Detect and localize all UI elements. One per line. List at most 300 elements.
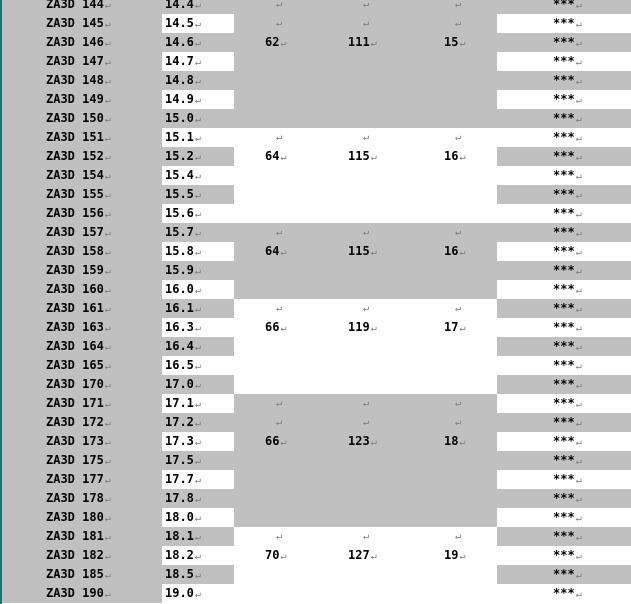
value-text: 16.5 — [165, 358, 194, 372]
model-text: ZA3D 185 — [46, 567, 104, 581]
model-text: ZA3D 165 — [46, 358, 104, 372]
paragraph-mark-icon: ↵ — [275, 531, 283, 542]
model-cell — [46, 52, 111, 71]
code-cell — [553, 280, 582, 299]
model-cell — [46, 71, 111, 90]
group-b-value — [348, 147, 377, 166]
paragraph-mark-icon: ↵ — [104, 95, 111, 106]
value-text: 17.0 — [165, 377, 194, 391]
paragraph-mark-icon: ↵ — [104, 475, 111, 486]
model-cell — [46, 394, 111, 413]
paragraph-mark-icon: ↵ — [104, 494, 111, 505]
group-c-value — [444, 432, 465, 451]
group-value-text: 123 — [348, 434, 370, 448]
paragraph-mark-icon: ↵ — [575, 209, 582, 220]
code-text: *** — [553, 301, 575, 315]
paragraph-mark-icon: ↵ — [104, 589, 111, 600]
value-text: 15.6 — [165, 206, 194, 220]
value-cell — [165, 432, 201, 451]
model-cell — [46, 0, 111, 14]
paragraph-mark-icon: ↵ — [459, 551, 466, 562]
code-text: *** — [553, 377, 575, 391]
code-text: *** — [553, 187, 575, 201]
value-cell — [165, 90, 201, 109]
code-cell — [553, 318, 582, 337]
value-text: 17.2 — [165, 415, 194, 429]
code-cell — [553, 508, 582, 527]
paragraph-mark-icon: ↵ — [575, 304, 582, 315]
group-value-text: 127 — [348, 548, 370, 562]
paragraph-mark-icon: ↵ — [370, 323, 377, 334]
paragraph-mark-icon: ↵ — [194, 152, 201, 163]
paragraph-mark-icon: ↵ — [459, 247, 466, 258]
paragraph-mark-icon: ↵ — [104, 190, 111, 201]
value-text: 17.7 — [165, 472, 194, 486]
code-text: *** — [553, 244, 575, 258]
group-a-value — [265, 432, 286, 451]
paragraph-mark-icon: ↵ — [575, 513, 582, 524]
paragraph-mark-icon: ↵ — [194, 589, 201, 600]
value-cell — [165, 0, 201, 14]
value-cell — [165, 33, 201, 52]
value-text: 15.9 — [165, 263, 194, 277]
value-text: 17.1 — [165, 396, 194, 410]
code-text: *** — [553, 225, 575, 239]
code-cell — [553, 166, 582, 185]
paragraph-mark-icon: ↵ — [362, 303, 370, 314]
paragraph-mark-icon: ↵ — [275, 18, 283, 29]
paragraph-mark-icon: ↵ — [194, 475, 201, 486]
paragraph-mark-icon: ↵ — [575, 418, 582, 429]
paragraph-mark-icon: ↵ — [104, 0, 111, 11]
code-text: *** — [553, 73, 575, 87]
paragraph-mark-icon: ↵ — [275, 398, 283, 409]
value-text: 15.5 — [165, 187, 194, 201]
group-b-value — [348, 318, 377, 337]
code-cell — [553, 242, 582, 261]
paragraph-mark-icon: ↵ — [194, 551, 201, 562]
model-text: ZA3D 151 — [46, 130, 104, 144]
model-cell — [46, 14, 111, 33]
code-cell — [553, 223, 582, 242]
group-c-value — [444, 318, 465, 337]
paragraph-mark-icon: ↵ — [104, 323, 111, 334]
paragraph-mark-icon: ↵ — [194, 95, 201, 106]
paragraph-mark-icon: ↵ — [104, 38, 111, 49]
value-cell — [165, 337, 201, 356]
group-band — [234, 394, 497, 527]
code-cell — [553, 546, 582, 565]
value-text: 18.2 — [165, 548, 194, 562]
paragraph-mark-icon: ↵ — [104, 76, 111, 87]
code-cell — [553, 71, 582, 90]
model-cell — [46, 33, 111, 52]
paragraph-mark-icon: ↵ — [275, 0, 283, 10]
paragraph-mark-icon: ↵ — [104, 361, 111, 372]
model-cell — [46, 413, 111, 432]
paragraph-mark-icon: ↵ — [575, 95, 582, 106]
paragraph-mark-icon: ↵ — [459, 437, 466, 448]
code-cell — [553, 0, 582, 14]
model-cell — [46, 261, 111, 280]
code-text: *** — [553, 396, 575, 410]
paragraph-mark-icon: ↵ — [104, 399, 111, 410]
value-text: 14.4 — [165, 0, 194, 11]
code-cell — [553, 565, 582, 584]
value-cell — [165, 470, 201, 489]
paragraph-mark-icon: ↵ — [575, 76, 582, 87]
paragraph-mark-icon: ↵ — [454, 303, 462, 314]
model-text: ZA3D 156 — [46, 206, 104, 220]
paragraph-mark-icon: ↵ — [194, 57, 201, 68]
paragraph-mark-icon: ↵ — [454, 398, 462, 409]
group-b-value — [348, 242, 377, 261]
paragraph-mark-icon: ↵ — [575, 171, 582, 182]
group-value-text: 111 — [348, 35, 370, 49]
paragraph-mark-icon: ↵ — [575, 133, 582, 144]
model-cell — [46, 280, 111, 299]
code-cell — [553, 527, 582, 546]
model-text: ZA3D 145 — [46, 16, 104, 30]
paragraph-mark-icon: ↵ — [194, 494, 201, 505]
model-cell — [46, 375, 111, 394]
group-a-value — [265, 147, 286, 166]
model-cell — [46, 565, 111, 584]
value-cell — [165, 413, 201, 432]
code-cell — [553, 470, 582, 489]
paragraph-mark-icon: ↵ — [575, 589, 582, 600]
paragraph-mark-icon: ↵ — [275, 132, 283, 143]
paragraph-mark-icon: ↵ — [194, 323, 201, 334]
code-cell — [553, 432, 582, 451]
code-text: *** — [553, 320, 575, 334]
code-cell — [553, 128, 582, 147]
model-cell — [46, 546, 111, 565]
paragraph-mark-icon: ↵ — [194, 247, 201, 258]
paragraph-mark-icon: ↵ — [194, 399, 201, 410]
paragraph-mark-icon: ↵ — [362, 132, 370, 143]
model-cell — [46, 147, 111, 166]
model-cell — [46, 318, 111, 337]
paragraph-mark-icon: ↵ — [194, 380, 201, 391]
code-text: *** — [553, 282, 575, 296]
paragraph-mark-icon: ↵ — [575, 342, 582, 353]
model-text: ZA3D 159 — [46, 263, 104, 277]
model-text: ZA3D 149 — [46, 92, 104, 106]
paragraph-mark-icon: ↵ — [104, 171, 111, 182]
paragraph-mark-icon: ↵ — [280, 551, 287, 562]
paragraph-mark-icon: ↵ — [194, 513, 201, 524]
paragraph-mark-icon: ↵ — [194, 532, 201, 543]
value-cell — [165, 147, 201, 166]
model-cell — [46, 584, 111, 603]
code-cell — [553, 489, 582, 508]
code-text: *** — [553, 339, 575, 353]
paragraph-mark-icon: ↵ — [454, 417, 462, 428]
paragraph-mark-icon: ↵ — [575, 285, 582, 296]
model-cell — [46, 166, 111, 185]
model-cell — [46, 337, 111, 356]
code-text: *** — [553, 35, 575, 49]
paragraph-mark-icon: ↵ — [454, 531, 462, 542]
paragraph-mark-icon: ↵ — [575, 399, 582, 410]
code-cell — [553, 33, 582, 52]
value-cell — [165, 356, 201, 375]
paragraph-mark-icon: ↵ — [275, 303, 283, 314]
model-text: ZA3D 172 — [46, 415, 104, 429]
code-cell — [553, 14, 582, 33]
paragraph-mark-icon: ↵ — [362, 18, 370, 29]
paragraph-mark-icon: ↵ — [280, 38, 287, 49]
value-cell — [165, 508, 201, 527]
code-cell — [553, 109, 582, 128]
code-cell — [553, 147, 582, 166]
model-text: ZA3D 158 — [46, 244, 104, 258]
group-value-text: 64 — [265, 244, 280, 258]
code-text: *** — [553, 434, 575, 448]
model-text: ZA3D 181 — [46, 529, 104, 543]
model-text: ZA3D 163 — [46, 320, 104, 334]
value-text: 14.5 — [165, 16, 194, 30]
paragraph-mark-icon: ↵ — [194, 266, 201, 277]
value-text: 14.6 — [165, 35, 194, 49]
value-text: 17.8 — [165, 491, 194, 505]
model-cell — [46, 470, 111, 489]
model-text: ZA3D 155 — [46, 187, 104, 201]
paragraph-mark-icon: ↵ — [104, 437, 111, 448]
model-text: ZA3D 180 — [46, 510, 104, 524]
group-b-value — [348, 33, 377, 52]
paragraph-mark-icon: ↵ — [104, 304, 111, 315]
model-cell — [46, 432, 111, 451]
value-text: 15.8 — [165, 244, 194, 258]
model-text: ZA3D 175 — [46, 453, 104, 467]
code-text: *** — [553, 168, 575, 182]
code-text: *** — [553, 415, 575, 429]
paragraph-mark-icon: ↵ — [370, 152, 377, 163]
model-text: ZA3D 182 — [46, 548, 104, 562]
model-cell — [46, 356, 111, 375]
paragraph-mark-icon: ↵ — [104, 19, 111, 30]
paragraph-mark-icon: ↵ — [454, 18, 462, 29]
paragraph-mark-icon: ↵ — [194, 570, 201, 581]
model-text: ZA3D 178 — [46, 491, 104, 505]
value-cell — [165, 166, 201, 185]
paragraph-mark-icon: ↵ — [104, 456, 111, 467]
code-cell — [553, 337, 582, 356]
paragraph-mark-icon: ↵ — [454, 0, 462, 10]
value-cell — [165, 394, 201, 413]
value-cell — [165, 128, 201, 147]
model-text: ZA3D 161 — [46, 301, 104, 315]
paragraph-mark-icon: ↵ — [575, 380, 582, 391]
paragraph-mark-icon: ↵ — [104, 133, 111, 144]
group-value-text: 16 — [444, 149, 459, 163]
paragraph-mark-icon: ↵ — [194, 0, 201, 11]
code-text: *** — [553, 263, 575, 277]
paragraph-mark-icon: ↵ — [194, 209, 201, 220]
code-text: *** — [553, 510, 575, 524]
paragraph-mark-icon: ↵ — [275, 227, 283, 238]
value-cell — [165, 242, 201, 261]
code-text: *** — [553, 206, 575, 220]
model-text: ZA3D 164 — [46, 339, 104, 353]
paragraph-mark-icon: ↵ — [362, 417, 370, 428]
paragraph-mark-icon: ↵ — [575, 361, 582, 372]
group-value-text: 17 — [444, 320, 459, 334]
model-cell — [46, 527, 111, 546]
code-text: *** — [553, 92, 575, 106]
paragraph-mark-icon: ↵ — [454, 132, 462, 143]
code-text: *** — [553, 16, 575, 30]
paragraph-mark-icon: ↵ — [575, 437, 582, 448]
value-cell — [165, 584, 201, 603]
paragraph-mark-icon: ↵ — [459, 152, 466, 163]
paragraph-mark-icon: ↵ — [104, 114, 111, 125]
code-cell — [553, 375, 582, 394]
value-cell — [165, 109, 201, 128]
model-text: ZA3D 160 — [46, 282, 104, 296]
model-text: ZA3D 144 — [46, 0, 104, 11]
paragraph-mark-icon: ↵ — [454, 227, 462, 238]
value-cell — [165, 489, 201, 508]
value-cell — [165, 204, 201, 223]
value-cell — [165, 71, 201, 90]
model-text: ZA3D 173 — [46, 434, 104, 448]
value-text: 18.1 — [165, 529, 194, 543]
code-text: *** — [553, 111, 575, 125]
group-c-value — [444, 33, 465, 52]
paragraph-mark-icon: ↵ — [104, 380, 111, 391]
paragraph-mark-icon: ↵ — [459, 323, 466, 334]
code-text: *** — [553, 586, 575, 600]
code-cell — [553, 584, 582, 603]
model-cell — [46, 128, 111, 147]
value-text: 14.8 — [165, 73, 194, 87]
value-text: 15.0 — [165, 111, 194, 125]
paragraph-mark-icon: ↵ — [575, 456, 582, 467]
paragraph-mark-icon: ↵ — [575, 0, 582, 11]
value-text: 16.1 — [165, 301, 194, 315]
model-cell — [46, 299, 111, 318]
code-cell — [553, 185, 582, 204]
value-text: 16.0 — [165, 282, 194, 296]
paragraph-mark-icon: ↵ — [280, 152, 287, 163]
group-value-text: 15 — [444, 35, 459, 49]
code-cell — [553, 261, 582, 280]
model-cell — [46, 508, 111, 527]
paragraph-mark-icon: ↵ — [104, 570, 111, 581]
paragraph-mark-icon: ↵ — [362, 398, 370, 409]
code-cell — [553, 413, 582, 432]
group-c-value — [444, 147, 465, 166]
code-text: *** — [553, 548, 575, 562]
paragraph-mark-icon: ↵ — [194, 38, 201, 49]
value-text: 14.7 — [165, 54, 194, 68]
value-cell — [165, 318, 201, 337]
paragraph-mark-icon: ↵ — [575, 266, 582, 277]
code-text: *** — [553, 54, 575, 68]
group-value-text: 66 — [265, 320, 280, 334]
value-cell — [165, 223, 201, 242]
paragraph-mark-icon: ↵ — [575, 114, 582, 125]
code-cell — [553, 90, 582, 109]
code-text: *** — [553, 149, 575, 163]
paragraph-mark-icon: ↵ — [104, 266, 111, 277]
model-cell — [46, 204, 111, 223]
paragraph-mark-icon: ↵ — [575, 38, 582, 49]
model-text: ZA3D 154 — [46, 168, 104, 182]
value-text: 19.0 — [165, 586, 194, 600]
paragraph-mark-icon: ↵ — [575, 323, 582, 334]
paragraph-mark-icon: ↵ — [194, 114, 201, 125]
group-a-value — [265, 318, 286, 337]
paragraph-mark-icon: ↵ — [575, 247, 582, 258]
paragraph-mark-icon: ↵ — [575, 551, 582, 562]
model-text: ZA3D 146 — [46, 35, 104, 49]
value-text: 14.9 — [165, 92, 194, 106]
value-text: 16.3 — [165, 320, 194, 334]
group-value-text: 115 — [348, 244, 370, 258]
model-text: ZA3D 190 — [46, 586, 104, 600]
value-text: 15.7 — [165, 225, 194, 239]
paragraph-mark-icon: ↵ — [194, 304, 201, 315]
value-text: 17.5 — [165, 453, 194, 467]
value-text: 15.4 — [165, 168, 194, 182]
value-text: 18.5 — [165, 567, 194, 581]
value-text: 16.4 — [165, 339, 194, 353]
paragraph-mark-icon: ↵ — [280, 323, 287, 334]
code-text: *** — [553, 0, 575, 11]
paragraph-mark-icon: ↵ — [194, 418, 201, 429]
group-value-text: 18 — [444, 434, 459, 448]
group-value-text: 62 — [265, 35, 280, 49]
group-value-text: 66 — [265, 434, 280, 448]
paragraph-mark-icon: ↵ — [370, 437, 377, 448]
value-text: 18.0 — [165, 510, 194, 524]
paragraph-mark-icon: ↵ — [194, 190, 201, 201]
model-text: ZA3D 152 — [46, 149, 104, 163]
code-cell — [553, 52, 582, 71]
paragraph-mark-icon: ↵ — [104, 285, 111, 296]
paragraph-mark-icon: ↵ — [370, 38, 377, 49]
value-text: 15.1 — [165, 130, 194, 144]
group-value-text: 70 — [265, 548, 280, 562]
code-text: *** — [553, 529, 575, 543]
model-text: ZA3D 177 — [46, 472, 104, 486]
code-text: *** — [553, 130, 575, 144]
code-cell — [553, 299, 582, 318]
paragraph-mark-icon: ↵ — [104, 513, 111, 524]
group-a-value — [265, 242, 286, 261]
model-cell — [46, 109, 111, 128]
paragraph-mark-icon: ↵ — [575, 57, 582, 68]
paragraph-mark-icon: ↵ — [104, 228, 111, 239]
value-cell — [165, 261, 201, 280]
paragraph-mark-icon: ↵ — [362, 227, 370, 238]
group-value-text: 64 — [265, 149, 280, 163]
model-cell — [46, 223, 111, 242]
value-cell — [165, 375, 201, 394]
model-text: ZA3D 147 — [46, 54, 104, 68]
model-text: ZA3D 171 — [46, 396, 104, 410]
model-cell — [46, 489, 111, 508]
paragraph-mark-icon: ↵ — [459, 38, 466, 49]
paragraph-mark-icon: ↵ — [575, 532, 582, 543]
paragraph-mark-icon: ↵ — [194, 456, 201, 467]
value-cell — [165, 527, 201, 546]
paragraph-mark-icon: ↵ — [104, 551, 111, 562]
